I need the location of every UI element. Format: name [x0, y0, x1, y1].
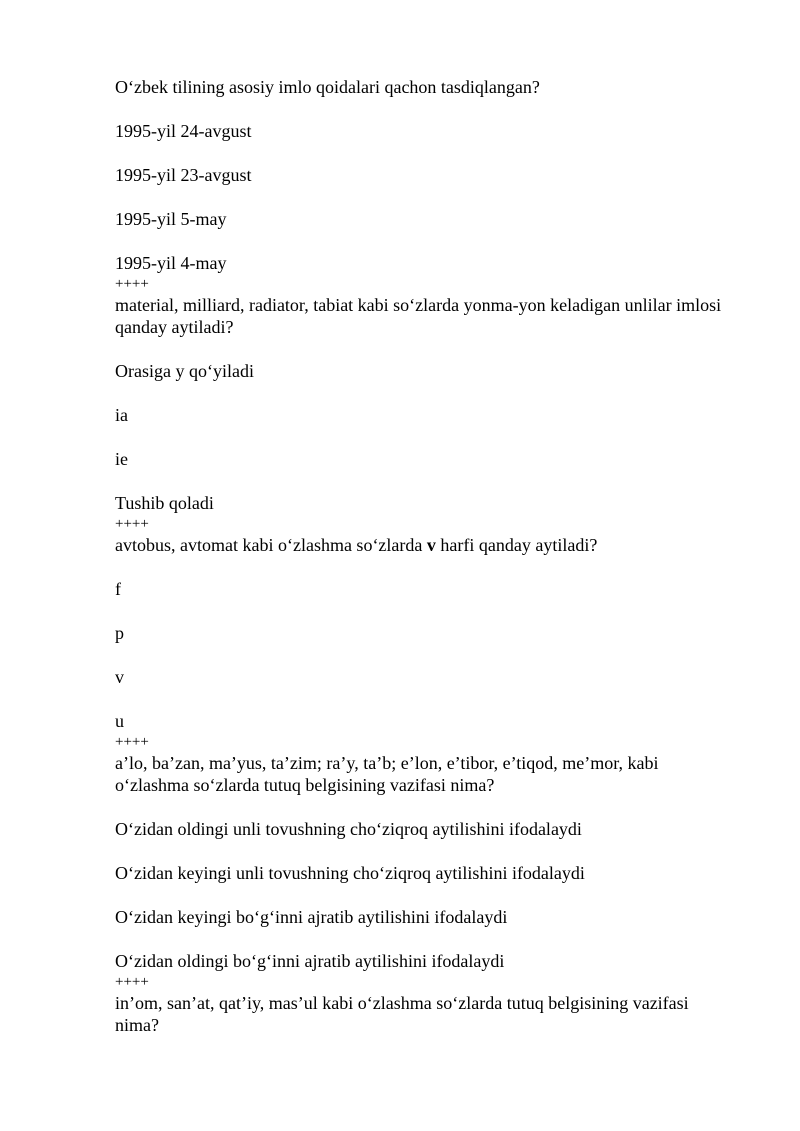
answer-option: ia	[115, 405, 128, 425]
question-text: O‘zbek tilining asosiy imlo qoidalari qachon tasdiqlangan?	[115, 77, 540, 97]
answer-option: v	[115, 667, 124, 687]
question-text: in’om, san’at, qat’iy, mas’ul kabi o‘zlashma so‘zlarda tutuq belgisining vazifasi nima?	[115, 993, 689, 1035]
question-block-3	[115, 534, 725, 732]
question-text-after: harfi qanday aytiladi?	[435, 535, 598, 555]
answer-option: f	[115, 579, 121, 599]
question-text-before: avtobus, avtomat kabi o‘zlashma so‘zlarda	[115, 535, 427, 555]
question-text	[115, 534, 725, 556]
question-block-2	[115, 294, 725, 514]
answer-option: 1995-yil 5-may	[115, 209, 227, 229]
question-block-5	[115, 992, 725, 1036]
answer-option: p	[115, 623, 124, 643]
answer-option: ie	[115, 449, 128, 469]
question-text: a’lo, ba’zan, ma’yus, ta’zim; ra’y, ta’b; e’lon, e’tibor, e’tiqod, me’mor, kabi o‘zlashma so‘zlarda tutuq belgisining vazifasi nima?	[115, 753, 659, 795]
answer-option: 1995-yil 24-avgust	[115, 121, 252, 141]
answer-option: O‘zidan keyingi unli tovushning cho‘ziqroq aytilishini ifodalaydi	[115, 863, 585, 883]
question-separator: ++++	[115, 516, 149, 532]
question-separator: ++++	[115, 276, 149, 292]
question-text: material, milliard, radiator, tabiat kabi so‘zlarda yonma-yon keladigan unlilar imlosi qanday aytiladi?	[115, 295, 722, 337]
answer-option: u	[115, 711, 124, 731]
answer-option: O‘zidan keyingi bo‘g‘inni ajratib aytilishini ifodalaydi	[115, 907, 508, 927]
question-text-bold-letter: v	[426, 535, 436, 555]
question-block-4	[115, 752, 725, 972]
answer-option: Orasiga y qo‘yiladi	[115, 361, 254, 381]
answer-option: O‘zidan oldingi unli tovushning cho‘ziqroq aytilishini ifodalaydi	[115, 819, 582, 839]
question-separator: ++++	[115, 974, 149, 990]
document-page	[115, 76, 725, 1036]
answer-option: 1995-yil 23-avgust	[115, 165, 252, 185]
question-separator: ++++	[115, 734, 149, 750]
answer-option: 1995-yil 4-may	[115, 253, 227, 273]
answer-option: Tushib qoladi	[115, 493, 214, 513]
question-block-1	[115, 76, 725, 274]
answer-option: O‘zidan oldingi bo‘g‘inni ajratib aytilishini ifodalaydi	[115, 951, 505, 971]
